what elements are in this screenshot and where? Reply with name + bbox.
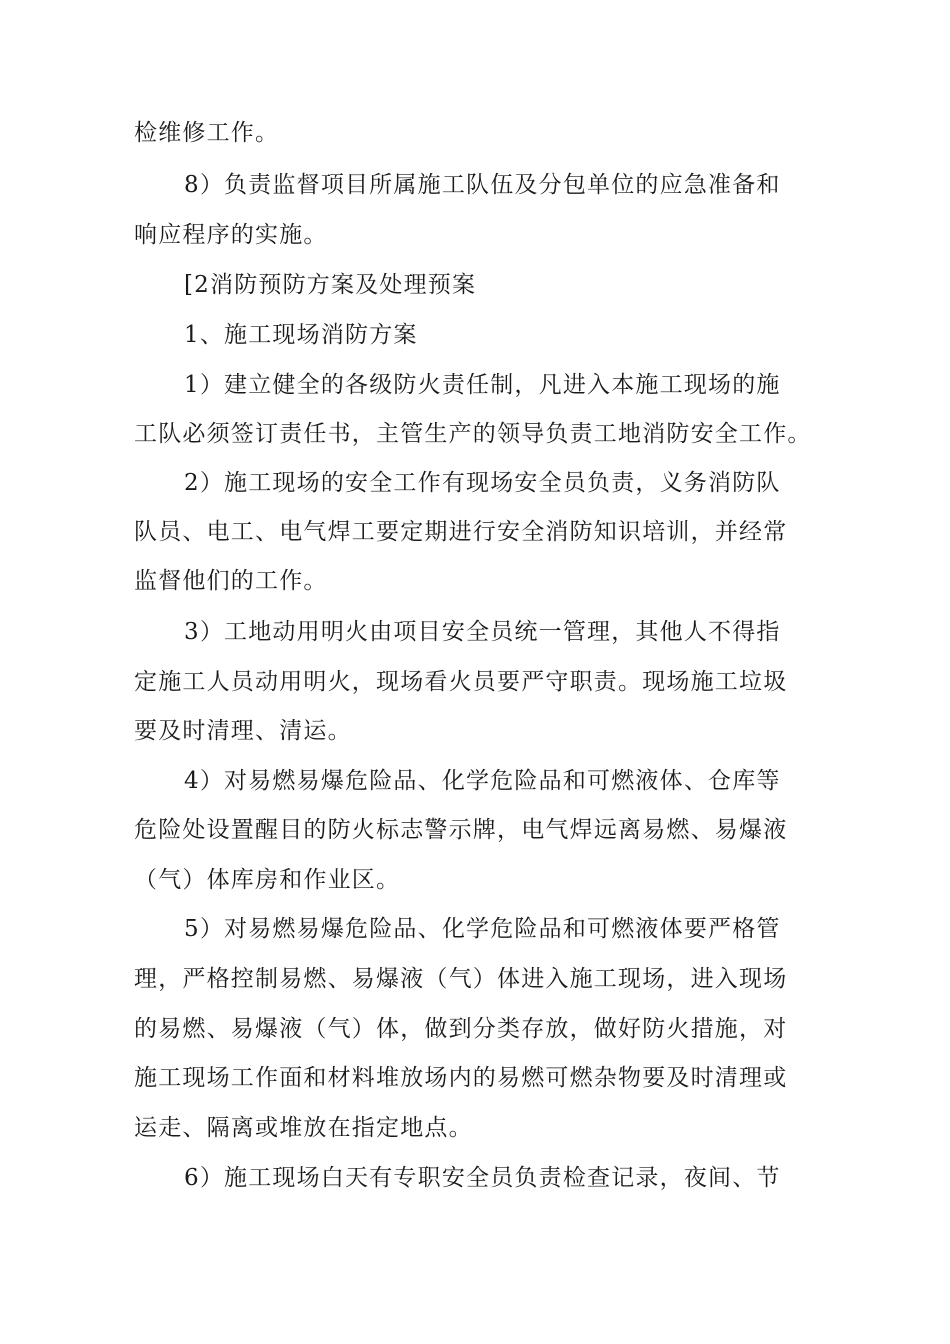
paragraph-first-line: 6）施工现场白天有专职安全员负责检查记录，夜间、节	[184, 1165, 781, 1191]
text-line: 的易燃、易爆液（气）体，做到分类存放，做好防火措施，对	[134, 1016, 788, 1042]
paragraph-first-line: 3）工地动用明火由项目安全员统一管理，其他人不得指	[184, 619, 781, 645]
paragraph-first-line: 2）施工现场的安全工作有现场安全员负责，义务消防队	[184, 470, 781, 496]
text-line: 响应程序的实施。	[134, 222, 328, 248]
paragraph-first-line: 1）建立健全的各级防火责任制，凡进入本施工现场的施	[184, 372, 781, 398]
text-line: 队员、电工、电气焊工要定期进行安全消防知识培训，并经常	[134, 519, 788, 545]
text-line: 检维修工作。	[134, 120, 280, 146]
subsection-heading: 1、施工现场消防方案	[184, 322, 418, 348]
text-line: 施工现场工作面和材料堆放场内的易燃可燃杂物要及时清理或	[134, 1065, 788, 1091]
text-line: 理，严格控制易燃、易爆液（气）体进入施工现场，进入现场	[134, 966, 788, 992]
text-line: （气）体库房和作业区。	[134, 867, 401, 893]
paragraph-first-line: 5）对易燃易爆危险品、化学危险品和可燃液体要严格管	[184, 916, 781, 942]
text-line: 危险处设置醒目的防火标志警示牌，电气焊远离易燃、易爆液	[134, 817, 788, 843]
text-line: 要及时清理、清运。	[134, 718, 352, 744]
text-line: 运走、隔离或堆放在指定地点。	[134, 1115, 473, 1141]
text-line: 定施工人员动用明火，现场看火员要严守职责。现场施工垃圾	[134, 669, 788, 695]
section-heading: [2消防预防方案及处理预案	[184, 272, 477, 298]
paragraph-first-line: 4）对易燃易爆危险品、化学危险品和可燃液体、仓库等	[184, 768, 781, 794]
text-line: 监督他们的工作。	[134, 568, 328, 594]
paragraph-first-line: 8）负责监督项目所属施工队伍及分包单位的应急准备和	[184, 172, 781, 198]
text-line: 工队必须签订责任书，主管生产的领导负责工地消防安全工作。	[134, 421, 812, 447]
